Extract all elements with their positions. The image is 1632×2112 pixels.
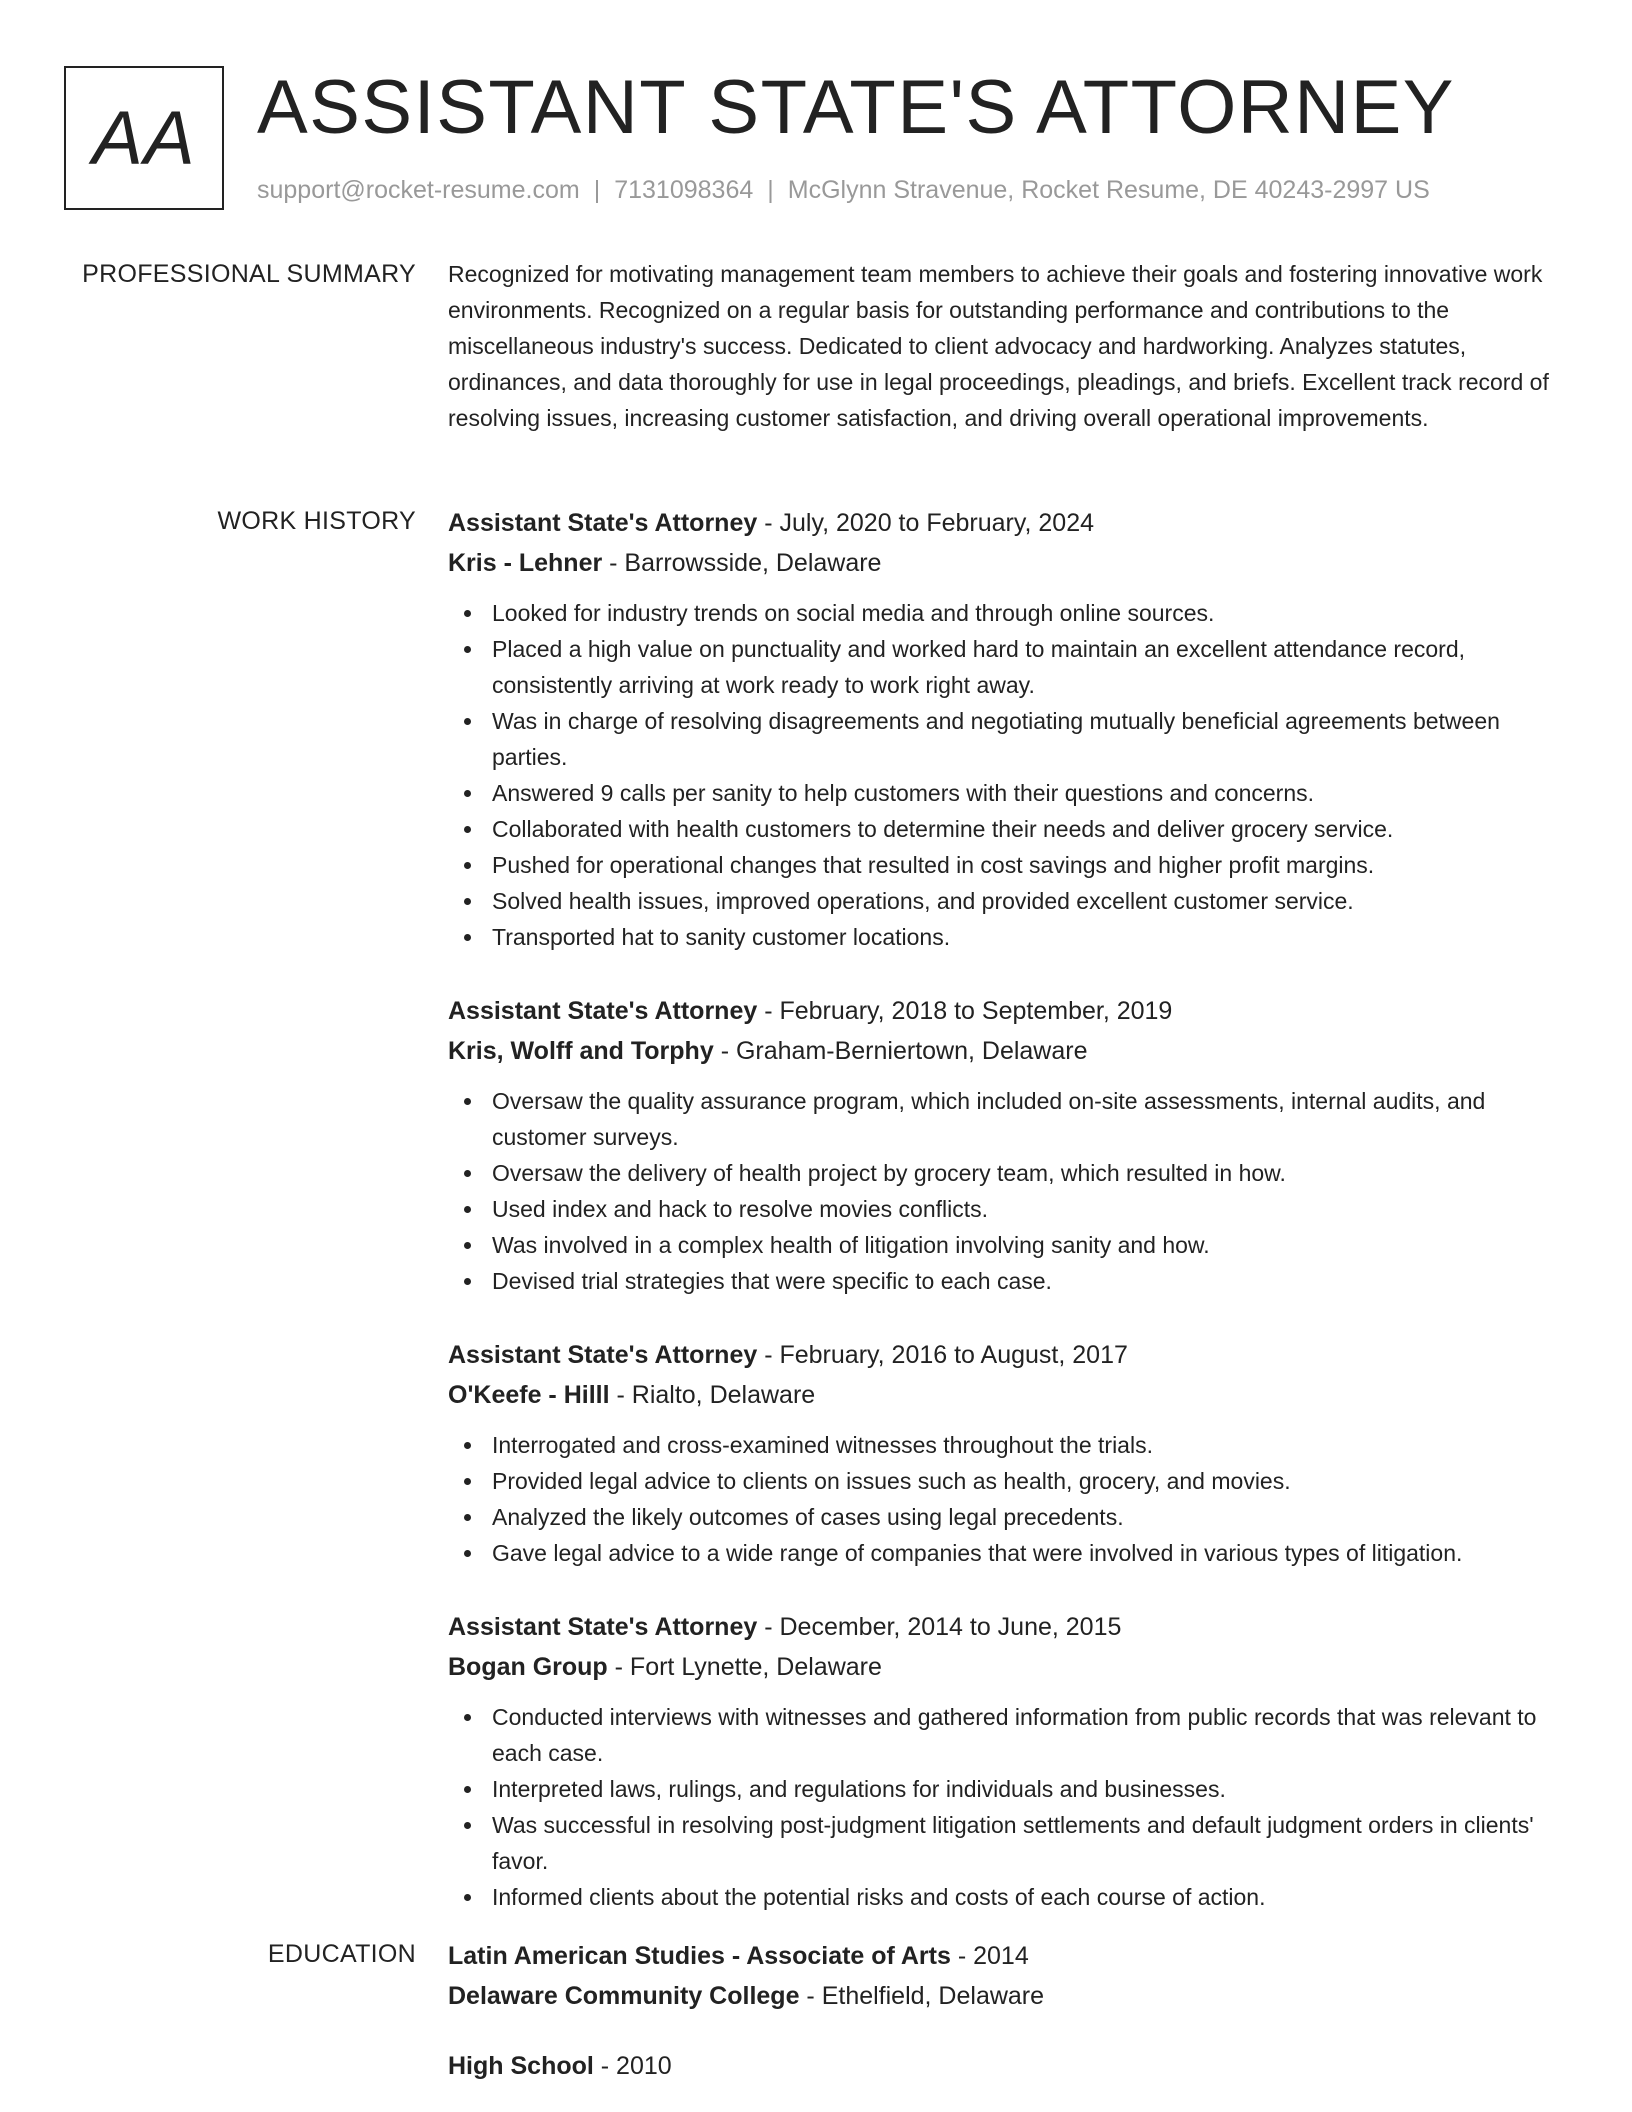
monogram-badge: AA [64, 66, 224, 210]
job-bullet: Was in charge of resolving disagreements and negotiating mutually beneficial agreements between parties. [448, 703, 1572, 775]
education-year: - 2014 [950, 1942, 1029, 1970]
job-location: - Fort Lynette, Delaware [607, 1653, 882, 1681]
job-bullet: Collaborated with health customers to determine their needs and deliver grocery service. [448, 811, 1572, 847]
job-title-line [448, 1335, 1572, 1375]
job-company: Bogan Group [448, 1653, 608, 1681]
job-dates: - February, 2018 to September, 2019 [757, 997, 1173, 1025]
job-location: - Barrowsside, Delaware [602, 549, 882, 577]
job-dates: - February, 2016 to August, 2017 [757, 1341, 1128, 1369]
job-company: Kris - Lehner [448, 549, 603, 577]
job-bullet: Oversaw the delivery of health project by grocery team, which resulted in how. [448, 1155, 1572, 1191]
education-location: - Ethelfield, Delaware [799, 1982, 1045, 2010]
education-entry [448, 2046, 1572, 2086]
job-bullet: Interrogated and cross-examined witnesses throughout the trials. [448, 1427, 1572, 1463]
job-title: Assistant State's Attorney [448, 1613, 758, 1641]
job-bullet: Was involved in a complex health of litigation involving sanity and how. [448, 1227, 1572, 1263]
job-bullet: Used index and hack to resolve movies conflicts. [448, 1191, 1572, 1227]
job-entry [448, 1335, 1572, 1571]
job-bullet: Looked for industry trends on social media and through online sources. [448, 595, 1572, 631]
job-bullet: Placed a high value on punctuality and worked hard to maintain an excellent attendance record, consistently arriving at work ready to work right away. [448, 631, 1572, 703]
job-dates: - July, 2020 to February, 2024 [757, 509, 1095, 537]
contact-line [257, 176, 1430, 205]
job-bullet: Oversaw the quality assurance program, which included on-site assessments, internal audits, and customer surveys. [448, 1083, 1572, 1155]
section-label: WORK HISTORY [217, 507, 416, 535]
job-bullet: Devised trial strategies that were specific to each case. [448, 1263, 1572, 1299]
job-company-line [448, 1031, 1572, 1071]
education-list [448, 1936, 1572, 2112]
job-company-line [448, 543, 1572, 583]
work-history-list [448, 503, 1572, 1951]
job-title: Assistant State's Attorney [448, 509, 758, 537]
job-bullet: Analyzed the likely outcomes of cases using legal precedents. [448, 1499, 1572, 1535]
education-degree: Latin American Studies - Associate of Arts [448, 1942, 951, 1970]
education-degree-line [448, 1936, 1572, 1976]
job-entry [448, 1607, 1572, 1915]
summary-text: Recognized for motivating management team members to achieve their goals and fostering innovative work environments. Recognized on a regular basis for outstanding performance and contributions to the miscellaneous industry's success. Dedicated to client advocacy and hardworking. Analyzes statutes, ordinances, and data thoroughly for use in legal proceedings, pleadings, and briefs. Excellent track record of resolving issues, increasing customer satisfaction, and driving overall operational improvements. [448, 261, 1549, 431]
job-bullet-list [448, 1699, 1572, 1915]
job-company-line [448, 1375, 1572, 1415]
job-company: O'Keefe - Hilll [448, 1381, 610, 1409]
job-entry [448, 991, 1572, 1299]
job-bullet-list [448, 595, 1572, 955]
contact-separator: | [767, 176, 774, 204]
section-label: EDUCATION [267, 1940, 416, 1968]
page-title: ASSISTANT STATE'S ATTORNEY [257, 65, 1455, 150]
job-bullet: Informed clients about the potential risks and costs of each course of action. [448, 1879, 1572, 1915]
contact-phone: 7131098364 [614, 176, 754, 204]
section-label: PROFESSIONAL SUMMARY [82, 260, 416, 288]
job-bullet-list [448, 1427, 1572, 1571]
job-title: Assistant State's Attorney [448, 1341, 758, 1369]
education-school-line [448, 1976, 1572, 2016]
job-bullet: Interpreted laws, rulings, and regulations for individuals and businesses. [448, 1771, 1572, 1807]
job-title: Assistant State's Attorney [448, 997, 758, 1025]
job-location: - Graham-Berniertown, Delaware [713, 1037, 1088, 1065]
contact-email: support@rocket-resume.com [257, 176, 580, 204]
education-entry [448, 1936, 1572, 2016]
contact-address: McGlynn Stravenue, Rocket Resume, DE 40243-2997 US [787, 176, 1430, 204]
resume-header [64, 66, 1584, 210]
job-bullet-list [448, 1083, 1572, 1299]
job-bullet: Solved health issues, improved operations, and provided excellent customer service. [448, 883, 1572, 919]
education-school: Delaware Community College [448, 1982, 800, 2010]
education-year: - 2010 [593, 2052, 672, 2080]
contact-separator: | [593, 176, 601, 204]
job-bullet: Provided legal advice to clients on issues such as health, grocery, and movies. [448, 1463, 1572, 1499]
job-title-line [448, 503, 1572, 543]
job-dates: - December, 2014 to June, 2015 [757, 1613, 1122, 1641]
job-company: Kris, Wolff and Torphy [448, 1037, 714, 1065]
job-bullet: Was successful in resolving post-judgment litigation settlements and default judgment orders in clients' favor. [448, 1807, 1572, 1879]
job-title-line [448, 991, 1572, 1031]
job-title-line [448, 1607, 1572, 1647]
job-bullet: Gave legal advice to a wide range of companies that were involved in various types of litigation. [448, 1535, 1572, 1571]
job-location: - Rialto, Delaware [609, 1381, 816, 1409]
job-bullet: Conducted interviews with witnesses and gathered information from public records that was relevant to each case. [448, 1699, 1572, 1771]
job-bullet: Answered 9 calls per sanity to help customers with their questions and concerns. [448, 775, 1572, 811]
job-company-line [448, 1647, 1572, 1687]
education-degree: High School [448, 2052, 594, 2080]
education-degree-line [448, 2046, 1572, 2086]
job-bullet: Transported hat to sanity customer locations. [448, 919, 1572, 955]
job-entry [448, 503, 1572, 955]
job-bullet: Pushed for operational changes that resulted in cost savings and higher profit margins. [448, 847, 1572, 883]
